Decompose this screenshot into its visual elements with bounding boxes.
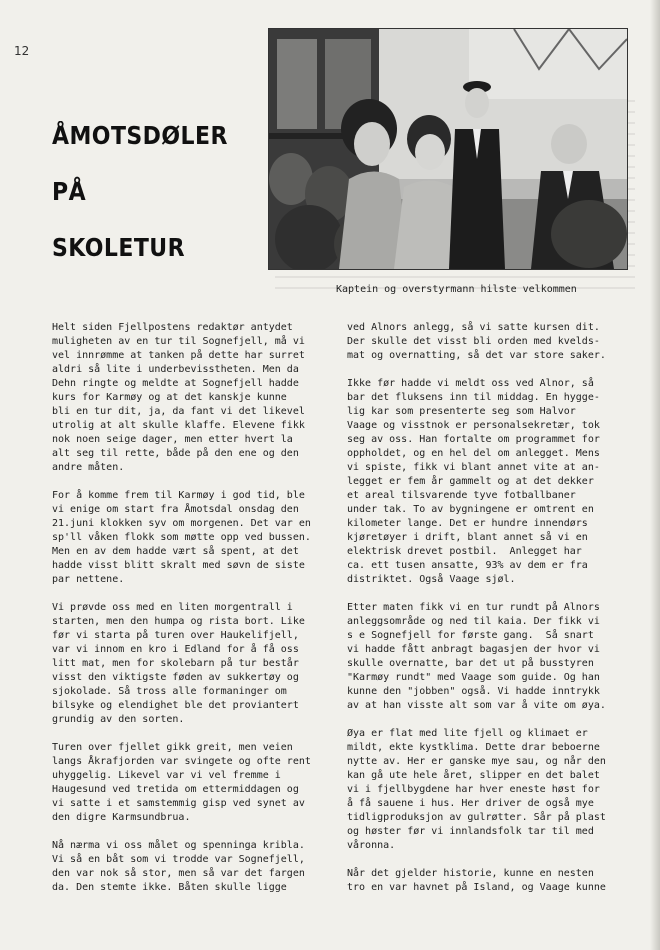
page-edge-shadow (650, 0, 660, 950)
headline-line-2: PÅ (52, 177, 87, 206)
paragraph (52, 839, 322, 895)
text-line: s e Sognefjell for første gang. Så snart (347, 630, 594, 641)
text-line: den var nok så stor, men så var det fargen (52, 868, 305, 879)
text-line: "Karmøy rundt" med Vaage som guide. Og han (347, 672, 600, 683)
text-line: Turen over fjellet gikk greit, men veien (52, 742, 293, 753)
text-line: våronna. (347, 840, 396, 851)
paragraph (347, 601, 617, 713)
text-line: utrolig at alt skulle klaffe. Elevene fikk (52, 420, 305, 431)
headline-line-3: SKOLETUR (52, 233, 185, 262)
text-line: skulle overnatte, bar det ut på busstyren (347, 658, 594, 669)
headline-line-1: ÅMOTSDØLER (52, 121, 228, 150)
text-line: vi enige om start fra Åmotsdal onsdag den (52, 504, 299, 515)
text-line: den digre Karmsundbrua. (52, 812, 191, 823)
article-headline (52, 108, 228, 276)
text-line: Når det gjelder historie, kunne en nesten (347, 868, 594, 879)
text-line: oppholdet, og en hel del om anlegget. Mens (347, 448, 600, 459)
text-line: å få sauene i hus. Her driver de også mye (347, 798, 594, 809)
paragraph (347, 867, 617, 895)
text-line: andre måten. (52, 462, 125, 473)
text-line: sp'll våken flokk som møtte opp ved bussen. (52, 532, 311, 543)
text-line: under tak. To av bygningene er omtrent en (347, 504, 594, 515)
text-line: tro en var havnet på Island, og Vaage kunne (347, 882, 606, 893)
text-line: distriktet. Også Vaage sjøl. (347, 574, 516, 585)
text-line: Der skulle det visst bli orden med kvelds- (347, 336, 600, 347)
text-line: lig kar som presenterte seg som Halvor (347, 406, 576, 417)
text-line: kjøretøyer i drift, blant annet så vi en (347, 532, 588, 543)
text-line: elektrisk drevet postbil. Anlegget har (347, 546, 582, 557)
text-line: nok noen seige dager, men etter hvert la (52, 434, 293, 445)
text-line: 21.juni klokken syv om morgenen. Det var en (52, 518, 311, 529)
text-line: bli en tur dit, ja, da fant vi det likevel (52, 406, 305, 417)
text-line: nytte av. Her er ganske mye sau, og når den (347, 756, 606, 767)
text-line: vi hadde fått anbragt bagasjen der hvor vi (347, 644, 600, 655)
text-line: Etter maten fikk vi en tur rundt på Alnors (347, 602, 600, 613)
text-line: vi spiste, fikk vi blant annet vite at an- (347, 462, 600, 473)
text-line: var vi innom en kro i Edland for å få oss (52, 644, 299, 655)
text-line: ved Alnors anlegg, så vi satte kursen dit. (347, 322, 600, 333)
text-line: par nettene. (52, 574, 125, 585)
text-line: mildt, ekte kystklima. Dette drar beboerne (347, 742, 600, 753)
text-line: visst den viktigste føden av sukkertøy og (52, 672, 299, 683)
left-text-column (52, 321, 322, 909)
text-line: tidligproduksjon av gulrøtter. Sår på plast (347, 812, 606, 823)
text-line: et areal tilsvarende tyve fotballbaner (347, 490, 576, 501)
text-line: kilometer lange. Det er hundre innendørs (347, 518, 588, 529)
text-line: av at han visste alt som var å vite om øya. (347, 700, 606, 711)
text-line: sjokolade. Så tross alle formaninger om (52, 686, 287, 697)
right-text-column (347, 321, 617, 909)
text-line: Dehn ringte og meldte at Sognefjell hadde (52, 378, 299, 389)
text-line: muligheten av en tur til Sognefjell, må vi (52, 336, 305, 347)
photo-illustration (269, 29, 627, 269)
text-line: Men en av dem hadde vært så spent, at det (52, 546, 299, 557)
text-line: starten, men den humpa og rista bort. Like (52, 616, 305, 627)
text-line: legget er fem år gammelt og at det dekker (347, 476, 594, 487)
text-line: grundig av den sorten. (52, 714, 185, 725)
text-line: kurs for Karmøy og at det kanskje kunne (52, 392, 287, 403)
text-line: litt mat, men for skolebarn på tur består (52, 658, 299, 669)
text-line: Helt siden Fjellpostens redaktør antydet (52, 322, 293, 333)
text-line: bilsyke og elendighet ble det proviantert (52, 700, 299, 711)
paragraph (347, 727, 617, 853)
article-photo (268, 28, 628, 270)
paragraph (52, 489, 322, 587)
text-line: Nå nærma vi oss målet og spenninga kribla. (52, 840, 305, 851)
text-line: før vi starta på turen over Haukelifjell, (52, 630, 299, 641)
paragraph (52, 321, 322, 475)
text-line: og høster før vi innlandsfolk tar til med (347, 826, 594, 837)
paragraph (347, 377, 617, 587)
text-line: bar det fluksens inn til middag. En hygge- (347, 392, 600, 403)
text-line: anleggsområde og ned til kaia. Der fikk vi (347, 616, 600, 627)
text-line: mat og overnatting, så det var store saker. (347, 350, 606, 361)
text-line: Vi så en båt som vi trodde var Sognefjell, (52, 854, 305, 865)
text-line: Vaage og visstnok er personalsekretær, tok (347, 420, 600, 431)
text-line: kan gå ute hele året, slipper en det balet (347, 770, 600, 781)
text-line: Haugesund ved tretida om ettermiddagen og (52, 784, 299, 795)
text-line: aldri så lite i underbevisstheten. Men da (52, 364, 299, 375)
text-line: uhyggelig. Likevel var vi vel fremme i (52, 770, 281, 781)
page-number: 12 (14, 44, 30, 58)
paragraph (52, 741, 322, 825)
paragraph (52, 601, 322, 727)
text-line: vi i fjellbygdene har hver eneste høst for (347, 784, 600, 795)
text-line: Øya er flat med lite fjell og klimaet er (347, 728, 588, 739)
text-line: hadde visst blitt skralt med søvn de siste (52, 560, 305, 571)
text-line: Ikke før hadde vi meldt oss ved Alnor, så (347, 378, 594, 389)
text-line: vel innrømme at tanken på dette har surret (52, 350, 305, 361)
text-line: da. Den stemte ikke. Båten skulle ligge (52, 882, 287, 893)
text-line: ca. ett tusen ansatte, 93% av dem er fra (347, 560, 588, 571)
text-line: kunne den "jobben" også. Vi hadde inntrykk (347, 686, 600, 697)
text-line: alt seg til rette, både på den ene og den (52, 448, 299, 459)
text-line: Vi prøvde oss med en liten morgentrall i (52, 602, 293, 613)
text-line: vi satte i et samstemmig gisp ved synet av (52, 798, 305, 809)
text-line: langs Åkrafjorden var svingete og ofte rent (52, 756, 311, 767)
text-line: For å komme frem til Karmøy i god tid, ble (52, 490, 305, 501)
photo-caption: Kaptein og overstyrmann hilste velkommen (336, 284, 577, 295)
paragraph (347, 321, 617, 363)
text-line: seg av oss. Han fortalte om programmet for (347, 434, 600, 445)
